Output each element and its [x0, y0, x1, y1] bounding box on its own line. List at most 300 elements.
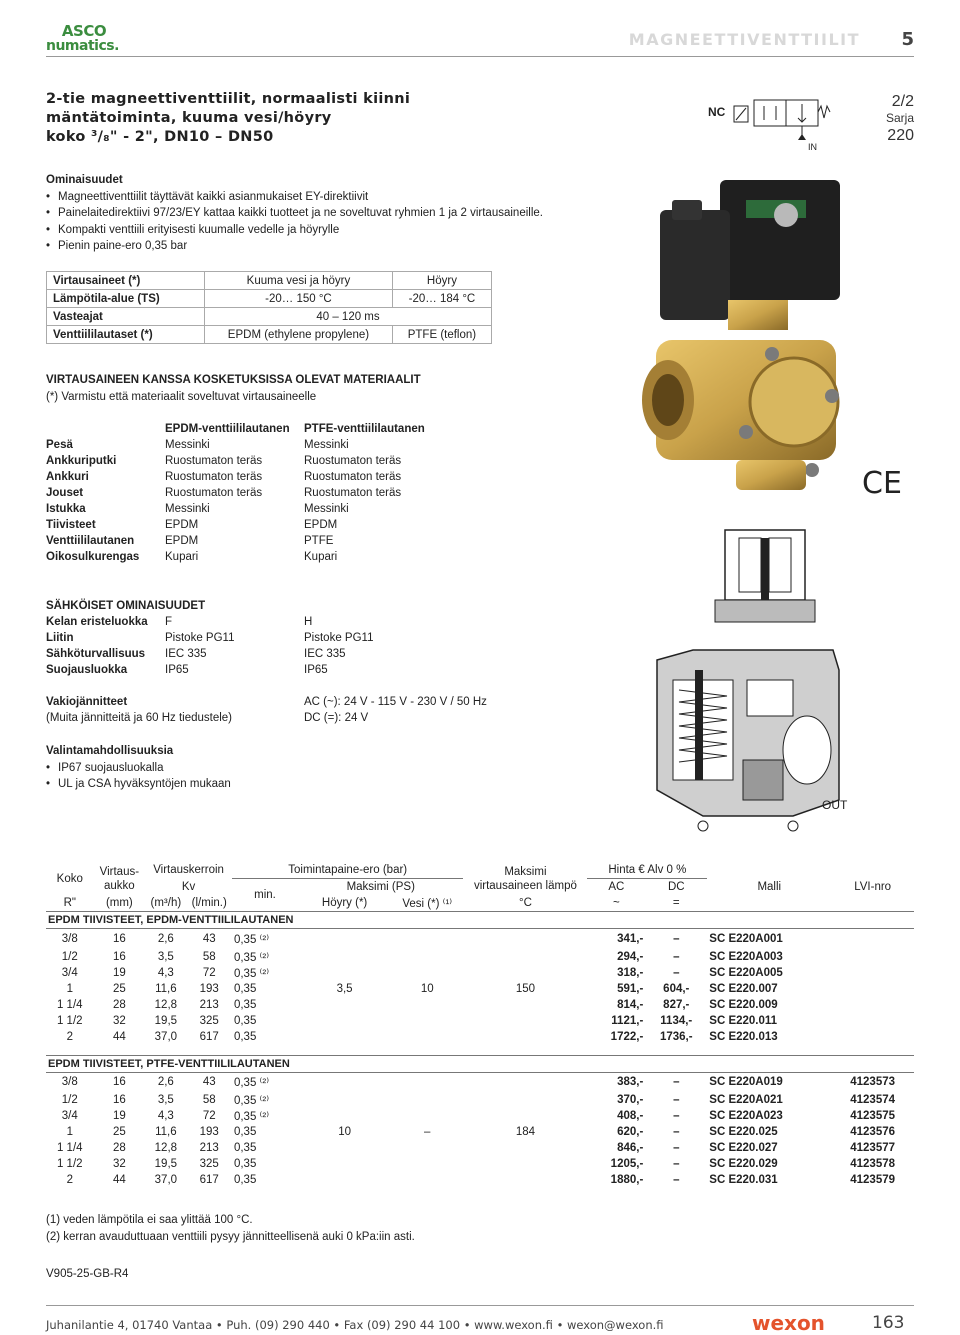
- table-cell: 4123579: [850, 1174, 896, 1186]
- table-cell: 0,35: [233, 1174, 257, 1186]
- table-cell: [391, 949, 463, 965]
- header-hinta: Hinta € Alv 0 %: [587, 862, 707, 879]
- logo-line2: numatics.: [46, 38, 119, 54]
- page-title: [46, 90, 410, 147]
- table-row: [47, 272, 492, 290]
- table-row: [46, 549, 425, 565]
- table-cell: 3,5: [157, 950, 174, 963]
- table-cell: 325: [199, 1014, 219, 1027]
- table-cell: 37,0: [154, 1174, 178, 1186]
- table-cell: [463, 949, 587, 965]
- material-part: Pesä: [46, 439, 73, 451]
- unit-aukko: (mm): [105, 897, 133, 909]
- table-row: [46, 949, 914, 965]
- table-row: [46, 1172, 914, 1188]
- electrical-value: F: [165, 616, 173, 628]
- table-cell: 1: [66, 982, 73, 995]
- prop-value: PTFE (teflon): [392, 326, 491, 344]
- header-virtauskerroin: Virtauskerroin: [153, 864, 224, 877]
- footnote-1: (1) veden lämpötila ei saa ylittää 100 °C.: [46, 1214, 253, 1226]
- table-cell: 43: [202, 932, 216, 945]
- table-cell: 0,35: [233, 1030, 257, 1043]
- table-cell: [298, 1108, 391, 1124]
- features-list: [46, 189, 566, 255]
- table-cell: 1: [66, 1126, 73, 1138]
- table-cell: 72: [202, 1110, 216, 1122]
- table-row: [46, 614, 487, 630]
- material-value: EPDM: [304, 519, 338, 531]
- prop-value: Höyry: [392, 272, 491, 290]
- table-cell: 16: [112, 932, 126, 945]
- materials-block: [46, 372, 606, 405]
- electrical-key: Sähköturvallisuus: [46, 648, 146, 660]
- prop-key: Vasteajat: [47, 308, 205, 326]
- table-cell: 16: [112, 1076, 126, 1089]
- section-title: MAGNEETTIVENTTIILIT: [628, 30, 860, 49]
- table-cell: 4,3: [157, 1110, 174, 1122]
- material-part: Tiivisteet: [46, 519, 96, 531]
- table-cell: 3,5: [157, 1094, 174, 1106]
- options-heading: Valintamahdollisuuksia: [46, 745, 174, 757]
- table-row: [46, 517, 425, 533]
- table-cell: –: [424, 1126, 431, 1138]
- material-value: Ruostumaton teräs: [165, 471, 263, 483]
- table-cell: 25: [112, 1126, 126, 1138]
- header-min: min.: [254, 889, 276, 901]
- table-cell: SC E220A019: [709, 1076, 783, 1089]
- material-value: Ruostumaton teräs: [165, 487, 263, 499]
- material-value: Kupari: [304, 551, 338, 563]
- table-section-row: [46, 912, 914, 929]
- table-cell: 28: [112, 998, 126, 1011]
- table-cell: 19,5: [154, 1158, 178, 1170]
- title-line3: koko ³/₈" - 2", DN10 – DN50: [46, 129, 274, 145]
- table-cell: 0,35: [233, 982, 257, 995]
- table-cell: 4123578: [850, 1158, 896, 1170]
- table-cell: 604,-: [663, 982, 690, 995]
- table-cell: SC E220A021: [709, 1094, 783, 1106]
- table-cell: 12,8: [154, 998, 178, 1011]
- table-cell: SC E220.031: [709, 1174, 778, 1186]
- group1-body: [46, 929, 914, 1045]
- table-cell: 2,6: [157, 1076, 174, 1089]
- table-cell: SC E220A023: [709, 1110, 783, 1122]
- table-cell: [298, 1140, 391, 1156]
- table-cell: 0,35 ⁽²⁾: [233, 951, 270, 964]
- table-cell: 0,35 ⁽²⁾: [233, 967, 270, 980]
- table-row: [46, 533, 425, 549]
- prop-value: 40 – 120 ms: [205, 308, 492, 326]
- table-cell: 58: [202, 1094, 216, 1106]
- material-value: Messinki: [304, 503, 349, 515]
- prop-key: Lämpötila-alue (TS): [47, 290, 205, 308]
- table-cell: [831, 965, 914, 981]
- material-value: PTFE: [304, 535, 334, 547]
- prop-value: Kuuma vesi ja höyry: [205, 272, 393, 290]
- header-dc: DC: [667, 881, 685, 893]
- table-row: [46, 501, 425, 517]
- table-cell: 43: [202, 1076, 216, 1089]
- table-cell: –: [673, 932, 680, 945]
- table-cell: [391, 965, 463, 981]
- feature-item: • Kompakti venttiili erityisesti kuumalle vedelle ja höyrylle: [46, 222, 566, 239]
- unit-kv-m3h: (m³/h): [150, 897, 182, 909]
- table-cell: [298, 1013, 391, 1029]
- table-cell: 0,35 ⁽²⁾: [233, 1111, 270, 1123]
- table-cell: 150: [515, 982, 536, 995]
- table-cell: 1134,-: [660, 1014, 693, 1027]
- prop-key: Virtausaineet (*): [47, 272, 205, 290]
- table-cell: 3/4: [61, 966, 78, 979]
- table-cell: 0,35: [233, 1014, 257, 1027]
- electrical-key: Suojausluokka: [46, 664, 128, 676]
- options-list: [46, 760, 231, 793]
- header-lvi: LVI-nro: [854, 880, 892, 893]
- table-cell: [391, 997, 463, 1013]
- voltage-label: Vakiojännitteet: [46, 696, 128, 708]
- prop-value: -20… 184 °C: [392, 290, 491, 308]
- table-cell: [831, 981, 914, 997]
- table-cell: 1/2: [61, 1094, 78, 1106]
- table-row: [46, 997, 914, 1013]
- electrical-value: IP65: [304, 664, 328, 676]
- table-cell: SC E220.013: [709, 1030, 778, 1043]
- group1-title: EPDM TIIVISTEET, EPDM-VENTTIILILAUTANEN: [48, 914, 294, 926]
- table-cell: 1 1/2: [56, 1158, 83, 1170]
- table-cell: [298, 1156, 391, 1172]
- material-value: EPDM: [165, 519, 199, 531]
- table-row: [46, 453, 425, 469]
- voltage-note: (Muita jännitteitä ja 60 Hz tiedustele): [46, 712, 233, 724]
- table-cell: SC E220.025: [709, 1126, 778, 1138]
- table-cell: SC E220.009: [709, 998, 778, 1011]
- table-cell: 72: [202, 966, 216, 979]
- table-cell: –: [673, 1094, 680, 1106]
- table-cell: 2: [66, 1030, 73, 1043]
- table-cell: [831, 1013, 914, 1029]
- table-row: [46, 1156, 914, 1172]
- table-cell: 3/8: [61, 1076, 78, 1089]
- table-cell: [298, 949, 391, 965]
- table-cell: 4123575: [850, 1110, 896, 1122]
- table-row: [46, 437, 425, 453]
- series-number: 220: [887, 126, 914, 144]
- table-cell: [831, 1029, 914, 1045]
- table-cell: [298, 1029, 391, 1045]
- series-ways: 2/2: [891, 93, 914, 110]
- table-cell: 213: [199, 998, 219, 1011]
- table-row: [46, 646, 487, 662]
- material-value: Ruostumaton teräs: [304, 471, 402, 483]
- table-cell: [463, 929, 587, 949]
- table-cell: [298, 1172, 391, 1188]
- table-cell: [463, 1013, 587, 1029]
- table-row: [46, 981, 914, 997]
- table-cell: 11,6: [155, 982, 177, 995]
- symbol-in-label: IN: [808, 142, 817, 152]
- table-cell: 4123573: [850, 1076, 896, 1089]
- series-label: Sarja: [885, 111, 914, 126]
- table-cell: 318,-: [617, 966, 644, 979]
- material-value: Messinki: [165, 503, 210, 515]
- header-virtausaukko: Virtaus- aukko: [99, 865, 140, 892]
- table-cell: 1 1/2: [56, 1014, 83, 1027]
- table-cell: [391, 1172, 463, 1188]
- table-cell: [298, 929, 391, 949]
- table-cell: 325: [199, 1158, 219, 1170]
- electrical-key: Liitin: [46, 632, 74, 644]
- table-cell: 294,-: [617, 950, 644, 963]
- table-cell: 0,35: [233, 1142, 257, 1154]
- materials-col-epdm: EPDM-venttiililautanen: [165, 423, 290, 435]
- material-part: Venttiililautanen: [46, 535, 135, 547]
- table-cell: 44: [112, 1030, 126, 1043]
- table-cell: [463, 997, 587, 1013]
- table-cell: 32: [112, 1158, 126, 1170]
- material-value: Messinki: [304, 439, 349, 451]
- prop-key: Venttiililautaset (*): [47, 326, 205, 344]
- unit-vesi: Vesi (*) ⁽¹⁾: [402, 898, 453, 910]
- table-cell: 0,35: [233, 998, 257, 1011]
- table-row: [46, 1072, 914, 1092]
- table-row: [47, 326, 492, 344]
- table-cell: 0,35 ⁽²⁾: [233, 1077, 270, 1090]
- table-row: [46, 1108, 914, 1124]
- table-cell: 193: [199, 1126, 219, 1138]
- out-port-label: OUT: [822, 798, 848, 812]
- table-row: [46, 630, 487, 646]
- unit-ac: ~: [612, 897, 620, 909]
- header-koko: Koko: [56, 872, 83, 885]
- table-cell: –: [673, 1174, 680, 1186]
- electrical-block: [46, 598, 487, 726]
- table-cell: [463, 1156, 587, 1172]
- header-divider: [46, 56, 914, 57]
- table-cell: [298, 997, 391, 1013]
- table-cell: [298, 1092, 391, 1108]
- table-header-row: [46, 862, 914, 879]
- option-item: • IP67 suojausluokalla: [46, 760, 231, 777]
- feature-item: • Painelaitedirektiivi 97/23/EY kattaa kaikki tuotteet ja ne soveltuvat ryhmien 1 ja 2 virtausaineille.: [46, 205, 566, 222]
- electrical-value: IP65: [165, 664, 189, 676]
- header-toimintapaine: Toimintapaine-ero (bar): [232, 862, 463, 879]
- table-cell: –: [673, 1158, 680, 1170]
- table-cell: –: [673, 1076, 680, 1089]
- table-cell: 12,8: [154, 1142, 178, 1154]
- material-part: Jouset: [46, 487, 84, 499]
- table-cell: [463, 1072, 587, 1092]
- table-cell: 2: [66, 1174, 73, 1186]
- title-line1: 2-tie magneettiventtiilit, normaalisti kiinni: [46, 91, 411, 107]
- voltage-ac: AC (~): 24 V - 115 V - 230 V / 50 Hz: [304, 696, 487, 708]
- table-cell: 184: [515, 1126, 536, 1138]
- table-cell: 44: [112, 1174, 126, 1186]
- table-cell: SC E220.011: [709, 1014, 778, 1027]
- header-maks-lampo: Maksimi virtausaineen lämpö: [473, 865, 577, 892]
- table-row: [46, 1029, 914, 1045]
- table-cell: 620,-: [617, 1126, 644, 1138]
- table-cell: [298, 965, 391, 981]
- table-cell: 827,-: [663, 998, 690, 1011]
- table-cell: 0,35: [233, 1126, 257, 1138]
- table-cell: 28: [112, 1142, 126, 1154]
- table-cell: 3/8: [61, 932, 78, 945]
- table-cell: [391, 929, 463, 949]
- table-cell: 4123576: [850, 1126, 896, 1138]
- electrical-value: IEC 335: [304, 648, 346, 660]
- table-row: [47, 290, 492, 308]
- table-cell: 617: [199, 1174, 219, 1186]
- table-cell: [391, 1013, 463, 1029]
- table-cell: 4123574: [850, 1094, 896, 1106]
- table-cell: –: [673, 1110, 680, 1122]
- prop-value: EPDM (ethylene propylene): [205, 326, 393, 344]
- valve-symbol-diagram: [706, 92, 836, 154]
- group2-body: [46, 1072, 914, 1188]
- table-cell: –: [673, 1126, 680, 1138]
- table-cell: SC E220.027: [709, 1142, 778, 1154]
- table-row: [47, 308, 492, 326]
- table-cell: 25: [112, 982, 126, 995]
- electrical-value: H: [304, 616, 313, 628]
- table-cell: 370,-: [617, 1094, 644, 1106]
- material-value: Ruostumaton teräs: [165, 455, 263, 467]
- table-cell: 3,5: [336, 982, 353, 995]
- table-row: [46, 965, 914, 981]
- table-row: [46, 662, 487, 678]
- table-cell: SC E220.007: [709, 982, 778, 995]
- table-section-row: [46, 1055, 914, 1072]
- series-box: [886, 92, 914, 145]
- table-cell: 11,6: [155, 1126, 177, 1138]
- material-part: Ankkuri: [46, 471, 89, 483]
- unit-koko: R": [63, 897, 76, 909]
- feature-item: • Pienin paine-ero 0,35 bar: [46, 238, 566, 255]
- table-cell: [391, 1108, 463, 1124]
- table-cell: 16: [112, 950, 126, 963]
- document-code: V905-25-GB-R4: [46, 1268, 129, 1280]
- material-part: Ankkuriputki: [46, 455, 117, 467]
- section-number: 5: [901, 29, 914, 50]
- option-item: • UL ja CSA hyväksyntöjen mukaan: [46, 776, 231, 793]
- table-cell: [831, 949, 914, 965]
- footer-divider: [46, 1305, 914, 1306]
- table-cell: SC E220.029: [709, 1158, 778, 1170]
- electrical-value: Pistoke PG11: [165, 632, 235, 644]
- table-cell: 341,-: [617, 932, 644, 945]
- table-cell: 0,35 ⁽²⁾: [233, 933, 270, 946]
- title-line2: mäntätoiminta, kuuma vesi/höyry: [46, 110, 332, 126]
- voltage-dc: DC (=): 24 V: [304, 712, 369, 724]
- material-value: Messinki: [165, 439, 210, 451]
- footer-address: Juhanilantie 4, 01740 Vantaa • Puh. (09) 290 440 • Fax (09) 290 44 100 • www.wexon.fi • wexon@wexon.fi: [46, 1318, 664, 1332]
- table-cell: 0,35: [233, 1158, 257, 1170]
- table-cell: [391, 1092, 463, 1108]
- header-kv: Kv: [181, 880, 196, 893]
- materials-note: (*) Varmistu että materiaalit soveltuvat virtausaineelle: [46, 390, 317, 403]
- logo-line1: ASCO: [61, 22, 107, 40]
- table-row: [46, 485, 425, 501]
- table-cell: –: [673, 1142, 680, 1154]
- table-cell: SC E220A003: [709, 950, 783, 963]
- prop-value: -20… 150 °C: [205, 290, 393, 308]
- product-table: [46, 862, 914, 1188]
- table-row: [46, 1140, 914, 1156]
- table-cell: 617: [199, 1030, 219, 1043]
- table-cell: –: [673, 950, 680, 963]
- table-row: [46, 469, 425, 485]
- feature-item: • Magneettiventtiilit täyttävät kaikki asianmukaiset EY-direktiivit: [46, 189, 566, 206]
- table-cell: 10: [338, 1126, 351, 1138]
- material-value: Ruostumaton teräs: [304, 487, 402, 499]
- table-cell: [391, 1156, 463, 1172]
- table-cell: 193: [199, 982, 219, 995]
- table-row: [46, 1092, 914, 1108]
- table-cell: 32: [112, 1014, 126, 1027]
- table-cell: 1 1/4: [56, 998, 83, 1011]
- features-block: [46, 172, 566, 255]
- table-cell: [298, 1072, 391, 1092]
- table-cell: [463, 1092, 587, 1108]
- material-part: Istukka: [46, 503, 86, 515]
- valve-cross-section-diagram: [643, 520, 853, 840]
- header-maksimi-ps: Maksimi (PS): [346, 881, 415, 893]
- material-value: Ruostumaton teräs: [304, 455, 402, 467]
- unit-celsius: °C: [518, 897, 532, 909]
- electrical-heading: SÄHKÖISET OMINAISUUDET: [46, 600, 206, 612]
- symbol-nc-label: NC: [708, 105, 726, 119]
- group2-title: EPDM TIIVISTEET, PTFE-VENTTIILILAUTANEN: [48, 1057, 290, 1070]
- table-cell: 0,35 ⁽²⁾: [233, 1095, 270, 1107]
- header-malli: Malli: [757, 880, 782, 893]
- material-value: Kupari: [165, 551, 199, 563]
- table-cell: 846,-: [617, 1142, 644, 1154]
- ce-mark: CE: [862, 466, 902, 501]
- table-cell: 213: [199, 1142, 219, 1154]
- table-cell: 4123577: [850, 1142, 896, 1154]
- electrical-value: IEC 335: [165, 648, 207, 660]
- material-part: Oikosulkurengas: [46, 551, 140, 563]
- asco-numatics-logo: [46, 24, 122, 53]
- table-cell: 19: [112, 966, 126, 979]
- table-cell: [391, 1072, 463, 1092]
- valve-product-image: [636, 170, 862, 515]
- table-cell: 1205,-: [610, 1158, 644, 1170]
- table-cell: 19: [112, 1110, 126, 1122]
- table-cell: 383,-: [617, 1076, 644, 1089]
- table-cell: 4,3: [157, 966, 174, 979]
- table-cell: 10: [420, 982, 434, 995]
- electrical-key: Kelan eristeluokka: [46, 616, 148, 628]
- table-cell: [463, 1029, 587, 1045]
- table-row: [46, 1124, 914, 1140]
- footnotes: [46, 1212, 415, 1245]
- table-cell: [831, 997, 914, 1013]
- table-cell: 58: [202, 950, 216, 963]
- features-heading: Ominaisuudet: [46, 174, 123, 186]
- footnote-2: (2) kerran avauduttuaan venttiili pysyy jännitteellisenä auki 0 kPa:iin asti.: [46, 1230, 415, 1243]
- table-cell: 2,6: [157, 932, 174, 945]
- table-cell: 591,-: [617, 982, 644, 995]
- unit-kv-lmin: (l/min.): [191, 897, 227, 909]
- table-cell: 1722,-: [610, 1030, 644, 1043]
- table-row: [46, 929, 914, 949]
- table-cell: 1880,-: [610, 1174, 644, 1186]
- materials-table: [46, 421, 425, 565]
- table-cell: [463, 1172, 587, 1188]
- table-cell: SC E220A005: [709, 966, 783, 979]
- table-cell: 16: [112, 1094, 126, 1106]
